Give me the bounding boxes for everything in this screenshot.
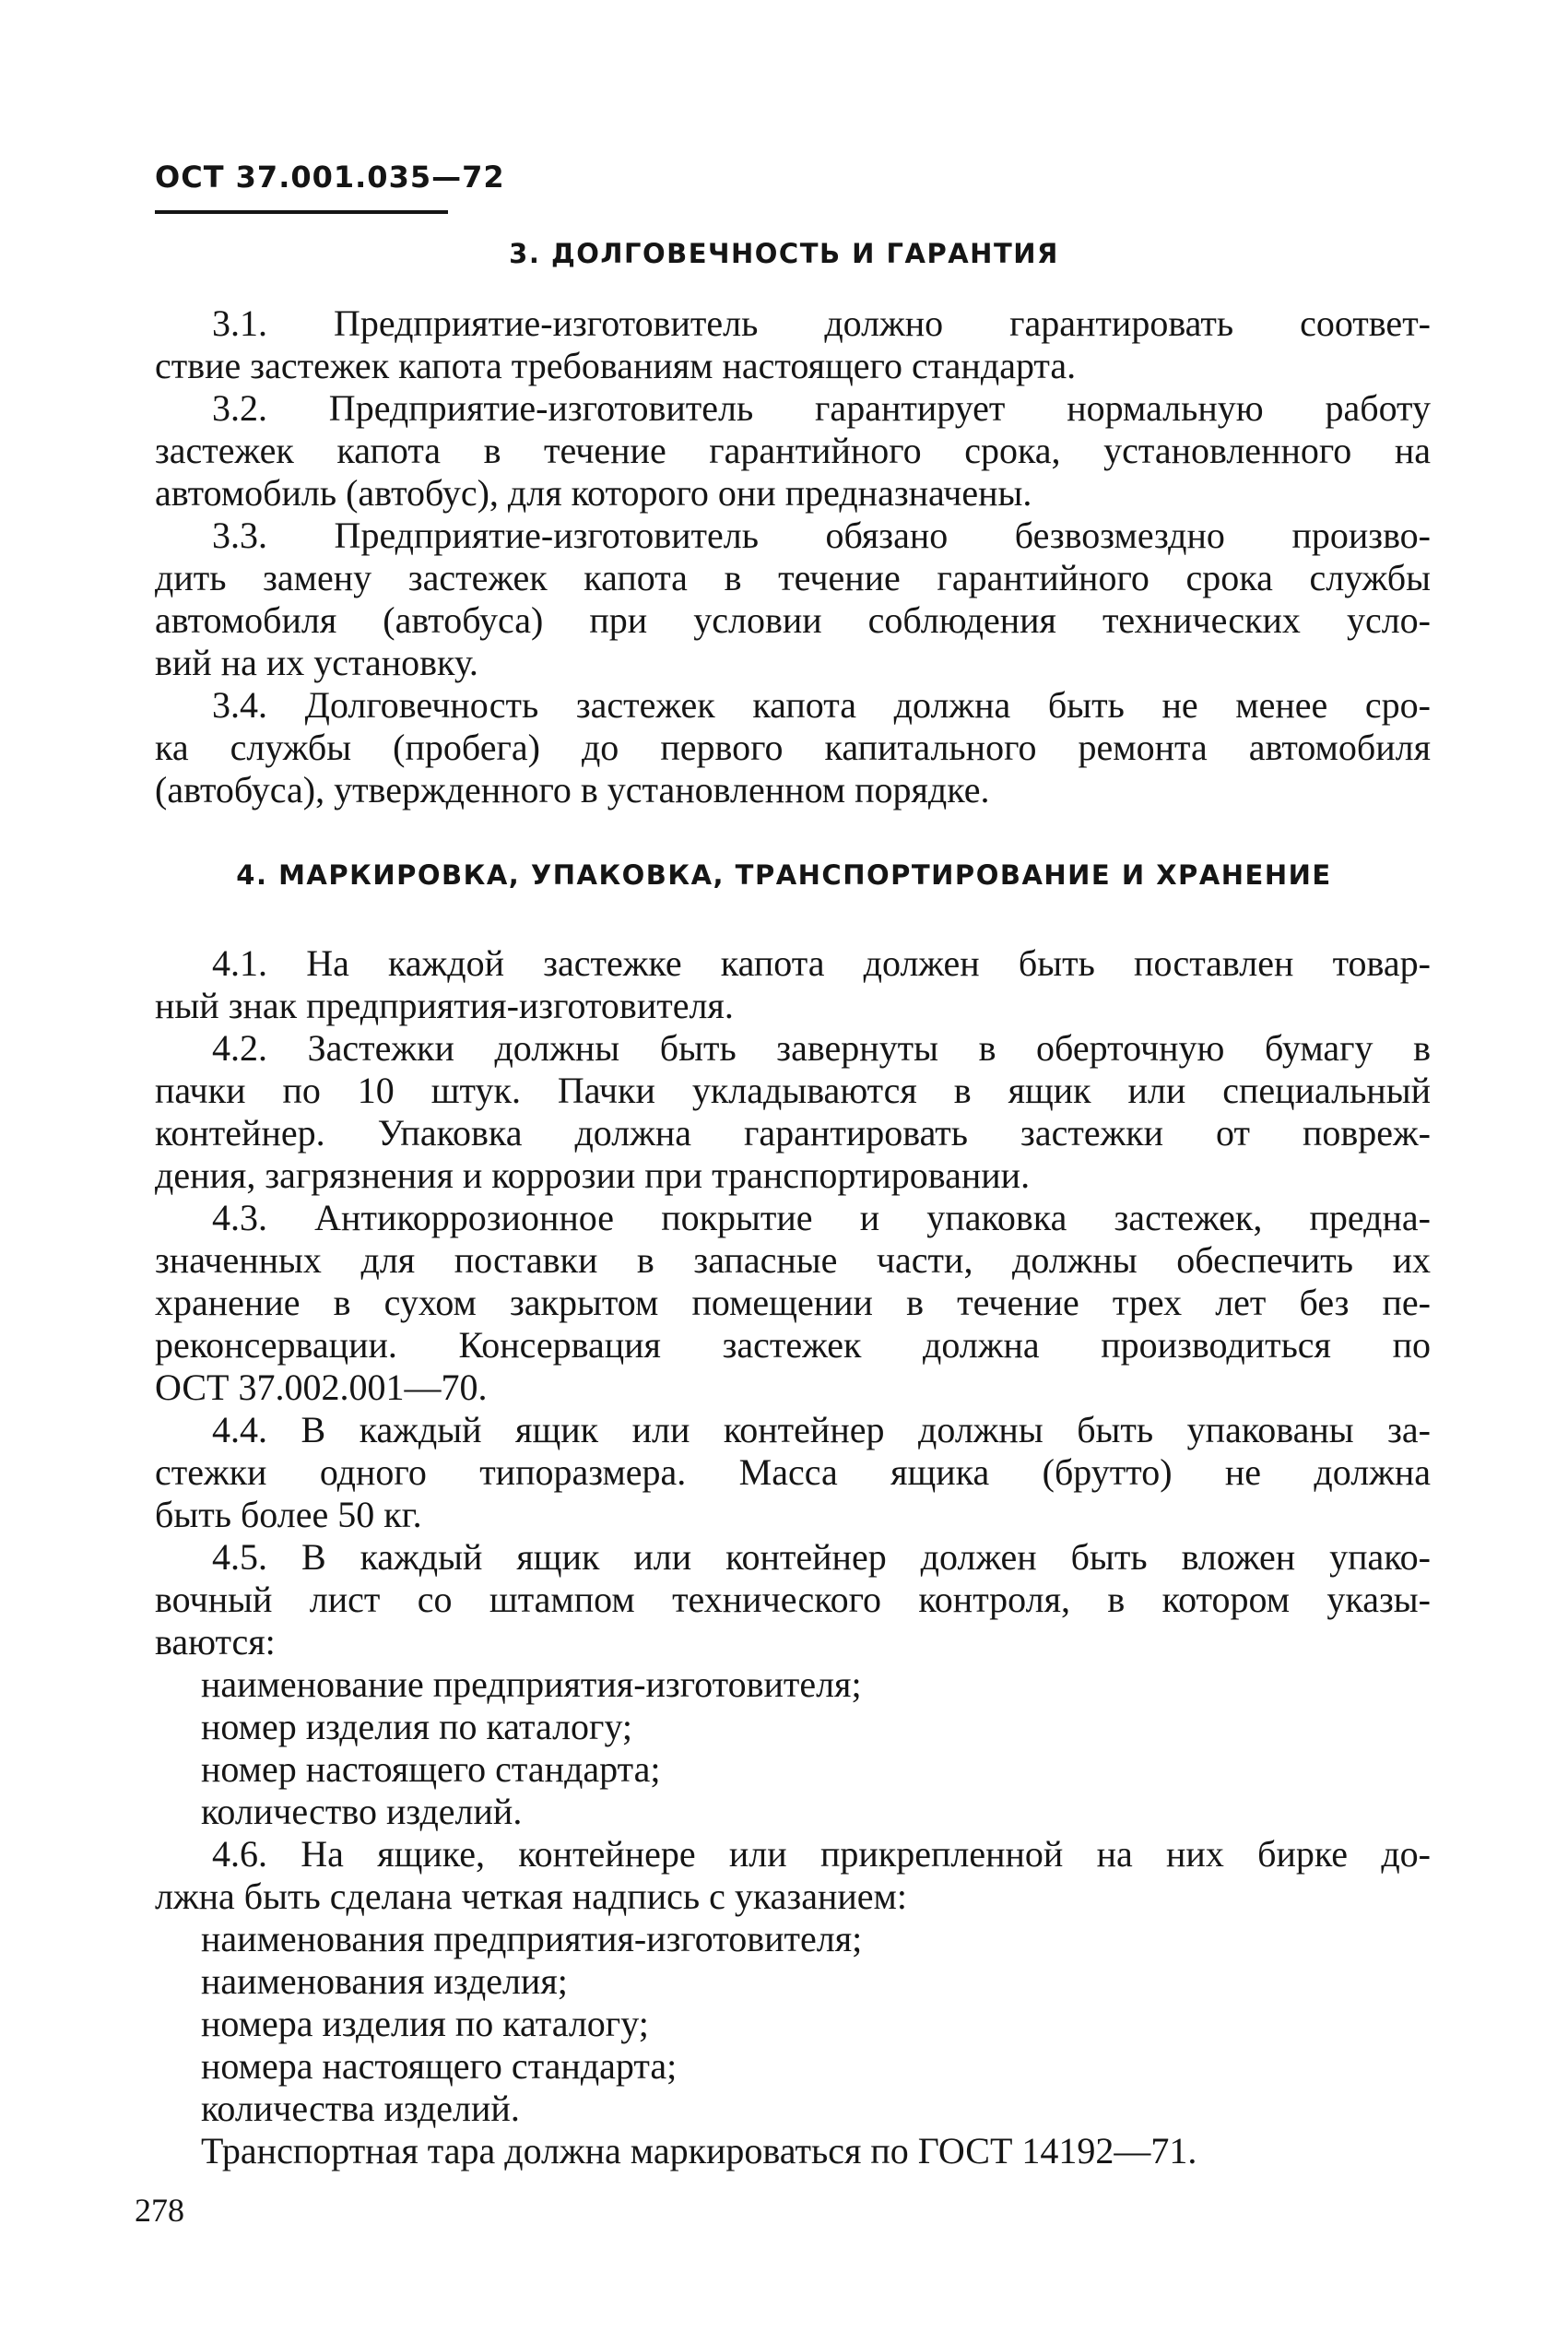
text-line: застежек капота в течение гарантийного срока, установленного на	[155, 430, 1431, 471]
text-line: значенных для поставки в запасные части, должны обеспечить их	[155, 1239, 1431, 1281]
text-line: лжна быть сделана четкая надпись с указанием:	[155, 1875, 907, 1917]
text-line: контейнер. Упаковка должна гарантировать застежки от повреж-	[155, 1112, 1431, 1154]
text-line: 4.5. В каждый ящик или контейнер должен быть вложен упако-	[212, 1536, 1431, 1578]
section-3-title: 3. ДОЛГОВЕЧНОСТЬ И ГАРАНТИЯ	[509, 238, 1059, 269]
page-number: 278	[135, 2192, 184, 2229]
text-line: стежки одного типоразмера. Масса ящика (брутто) не должна	[155, 1451, 1431, 1493]
text-line: дения, загрязнения и коррозии при транспортировании.	[155, 1154, 1031, 1196]
text-line: ка службы (пробега) до первого капитального ремонта автомобиля	[155, 727, 1431, 768]
text-line: 3.4. Долговечность застежек капота должна быть не менее сро-	[212, 684, 1431, 726]
text-line: ствие застежек капота требованиям настоящего стандарта.	[155, 345, 1077, 386]
text-line: 3.3. Предприятие-изготовитель обязано безвозмездно произво-	[212, 515, 1431, 556]
text-line: ваются:	[155, 1621, 276, 1662]
text-line: 4.3. Антикоррозионное покрытие и упаковка застежек, предна-	[212, 1197, 1431, 1238]
list-item: наименования изделия;	[201, 1960, 568, 2002]
text-line: 4.2. Застежки должны быть завернуты в оберточную бумагу в	[212, 1027, 1431, 1069]
text-line: хранение в сухом закрытом помещении в течение трех лет без пе-	[155, 1282, 1431, 1323]
list-item: номер настоящего стандарта;	[201, 1748, 661, 1790]
list-item: номер изделия по каталогу;	[201, 1706, 633, 1747]
header-rule	[155, 210, 448, 214]
text-line: ОСТ 37.002.001—70.	[155, 1367, 488, 1408]
text-line: 4.4. В каждый ящик или контейнер должны быть упакованы за-	[212, 1409, 1431, 1450]
list-item: количества изделий.	[201, 2088, 520, 2129]
text-line: дить замену застежек капота в течение гарантийного срока службы	[155, 557, 1431, 598]
text-line: Транспортная тара должна маркироваться по ГОСТ 14192—71.	[201, 2130, 1197, 2171]
text-line: ный знак предприятия-изготовителя.	[155, 985, 734, 1026]
list-item: номера изделия по каталогу;	[201, 2003, 649, 2044]
text-line: 3.2. Предприятие-изготовитель гарантирует нормальную работу	[212, 387, 1431, 429]
list-item: наименования предприятия-изготовителя;	[201, 1918, 863, 1959]
text-line: пачки по 10 штук. Пачки укладываются в ящик или специальный	[155, 1070, 1431, 1111]
text-line: вий на их установку.	[155, 642, 478, 683]
text-line: (автобуса), утвержденного в установленном порядке.	[155, 769, 990, 811]
list-item: номера настоящего стандарта;	[201, 2045, 678, 2087]
list-item: количество изделий.	[201, 1791, 523, 1832]
text-line: быть более 50 кг.	[155, 1494, 422, 1535]
text-line: вочный лист со штампом технического контроля, в котором указы-	[155, 1579, 1431, 1620]
text-line: автомобиль (автобус), для которого они предназначены.	[155, 472, 1032, 514]
document-header	[155, 159, 505, 214]
list-item: наименование предприятия-изготовителя;	[201, 1663, 862, 1705]
text-line: 4.6. На ящике, контейнере или прикрепленной на них бирке до-	[212, 1833, 1431, 1875]
text-line: 3.1. Предприятие-изготовитель должно гарантировать соответ-	[212, 302, 1431, 344]
section-4-title: 4. МАРКИРОВКА, УПАКОВКА, ТРАНСПОРТИРОВАНИЕ И ХРАНЕНИЕ	[236, 859, 1332, 891]
text-line: реконсервации. Консервация застежек должна производиться по	[155, 1324, 1431, 1366]
text-line: 4.1. На каждой застежке капота должен быть поставлен товар-	[212, 942, 1431, 984]
text-line: автомобиля (автобуса) при условии соблюдения технических усло-	[155, 599, 1431, 641]
standard-code: ОСТ 37.001.035—72	[155, 160, 505, 195]
